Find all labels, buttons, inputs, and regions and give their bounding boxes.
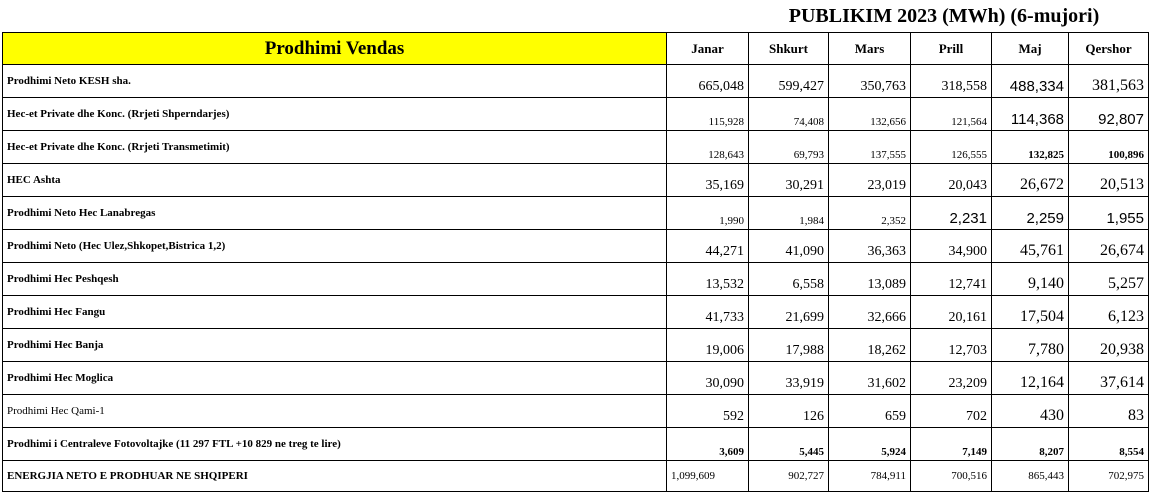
table-row [3, 263, 1149, 296]
cell: 702 [911, 395, 992, 428]
table-row [3, 197, 1149, 230]
cell: 1,099,609 [667, 461, 749, 492]
cell: 32,666 [829, 296, 911, 329]
table-row [3, 296, 1149, 329]
cell: 12,741 [911, 263, 992, 296]
row-label: Prodhimi Neto Hec Lanabregas [3, 197, 667, 230]
cell: 350,763 [829, 65, 911, 98]
cell: 18,262 [829, 329, 911, 362]
cell: 3,609 [667, 428, 749, 461]
cell: 599,427 [749, 65, 829, 98]
cell: 44,271 [667, 230, 749, 263]
cell: 430 [992, 395, 1069, 428]
header-month-janar: Janar [667, 33, 749, 65]
table-row [3, 131, 1149, 164]
cell: 26,672 [992, 164, 1069, 197]
cell: 20,938 [1069, 329, 1149, 362]
row-label: Prodhimi Hec Peshqesh [3, 263, 667, 296]
cell: 23,209 [911, 362, 992, 395]
cell: 31,602 [829, 362, 911, 395]
table-row [3, 65, 1149, 98]
row-label: Prodhimi Hec Moglica [3, 362, 667, 395]
row-label: Prodhimi i Centraleve Fotovoltajke (11 297 FTL +10 829 ne treg te lire) [3, 428, 667, 461]
cell: 17,988 [749, 329, 829, 362]
table-row [3, 329, 1149, 362]
cell: 381,563 [1069, 65, 1149, 98]
production-table [2, 32, 1149, 492]
page-title: PUBLIKIM 2023 (MWh) (6-mujori) [788, 5, 1100, 27]
cell: 137,555 [829, 131, 911, 164]
cell: 488,334 [992, 65, 1069, 98]
cell: 21,699 [749, 296, 829, 329]
row-label: ENERGJIA NETO E PRODHUAR NE SHQIPERI [3, 461, 667, 492]
table-row [3, 362, 1149, 395]
cell: 2,352 [829, 197, 911, 230]
table-row [3, 98, 1149, 131]
header-month-maj: Maj [992, 33, 1069, 65]
cell: 12,703 [911, 329, 992, 362]
cell: 8,207 [992, 428, 1069, 461]
cell: 7,149 [911, 428, 992, 461]
cell: 37,614 [1069, 362, 1149, 395]
header-month-prill: Prill [911, 33, 992, 65]
cell: 36,363 [829, 230, 911, 263]
cell: 23,019 [829, 164, 911, 197]
cell: 8,554 [1069, 428, 1149, 461]
cell: 20,513 [1069, 164, 1149, 197]
cell: 5,924 [829, 428, 911, 461]
cell: 33,919 [749, 362, 829, 395]
header-month-shkurt: Shkurt [749, 33, 829, 65]
table-row [3, 230, 1149, 263]
cell: 665,048 [667, 65, 749, 98]
cell: 132,825 [992, 131, 1069, 164]
cell: 659 [829, 395, 911, 428]
row-label: Prodhimi Hec Qami-1 [3, 395, 667, 428]
cell: 30,090 [667, 362, 749, 395]
cell: 34,900 [911, 230, 992, 263]
cell: 7,780 [992, 329, 1069, 362]
header-month-qershor: Qershor [1069, 33, 1149, 65]
cell: 20,161 [911, 296, 992, 329]
table-row-total [3, 461, 1149, 492]
cell: 35,169 [667, 164, 749, 197]
row-label: HEC Ashta [3, 164, 667, 197]
cell: 592 [667, 395, 749, 428]
header-month-mars: Mars [829, 33, 911, 65]
row-label: Hec-et Private dhe Konc. (Rrjeti Shperndarjes) [3, 98, 667, 131]
cell: 1,984 [749, 197, 829, 230]
cell: 121,564 [911, 98, 992, 131]
table-row [3, 395, 1149, 428]
cell: 30,291 [749, 164, 829, 197]
table-row [3, 164, 1149, 197]
cell: 115,928 [667, 98, 749, 131]
cell: 784,911 [829, 461, 911, 492]
cell: 902,727 [749, 461, 829, 492]
cell: 1,990 [667, 197, 749, 230]
table-row [3, 428, 1149, 461]
cell: 41,090 [749, 230, 829, 263]
cell: 6,558 [749, 263, 829, 296]
row-label: Prodhimi Hec Fangu [3, 296, 667, 329]
cell: 2,259 [992, 197, 1069, 230]
cell: 69,793 [749, 131, 829, 164]
cell: 19,006 [667, 329, 749, 362]
cell: 700,516 [911, 461, 992, 492]
cell: 92,807 [1069, 98, 1149, 131]
header-row [3, 33, 1149, 65]
cell: 74,408 [749, 98, 829, 131]
cell: 114,368 [992, 98, 1069, 131]
cell: 702,975 [1069, 461, 1149, 492]
cell: 45,761 [992, 230, 1069, 263]
cell: 1,955 [1069, 197, 1149, 230]
cell: 128,643 [667, 131, 749, 164]
row-label: Prodhimi Neto (Hec Ulez,Shkopet,Bistrica 1,2) [3, 230, 667, 263]
cell: 12,164 [992, 362, 1069, 395]
cell: 13,089 [829, 263, 911, 296]
cell: 126,555 [911, 131, 992, 164]
cell: 17,504 [992, 296, 1069, 329]
cell: 5,257 [1069, 263, 1149, 296]
cell: 100,896 [1069, 131, 1149, 164]
cell: 9,140 [992, 263, 1069, 296]
cell: 41,733 [667, 296, 749, 329]
row-label: Prodhimi Neto KESH sha. [3, 65, 667, 98]
cell: 26,674 [1069, 230, 1149, 263]
header-main: Prodhimi Vendas [3, 33, 667, 65]
cell: 6,123 [1069, 296, 1149, 329]
row-label: Hec-et Private dhe Konc. (Rrjeti Transmetimit) [3, 131, 667, 164]
cell: 13,532 [667, 263, 749, 296]
cell: 865,443 [992, 461, 1069, 492]
cell: 318,558 [911, 65, 992, 98]
row-label: Prodhimi Hec Banja [3, 329, 667, 362]
cell: 126 [749, 395, 829, 428]
cell: 5,445 [749, 428, 829, 461]
cell: 83 [1069, 395, 1149, 428]
cell: 20,043 [911, 164, 992, 197]
cell: 132,656 [829, 98, 911, 131]
cell: 2,231 [911, 197, 992, 230]
